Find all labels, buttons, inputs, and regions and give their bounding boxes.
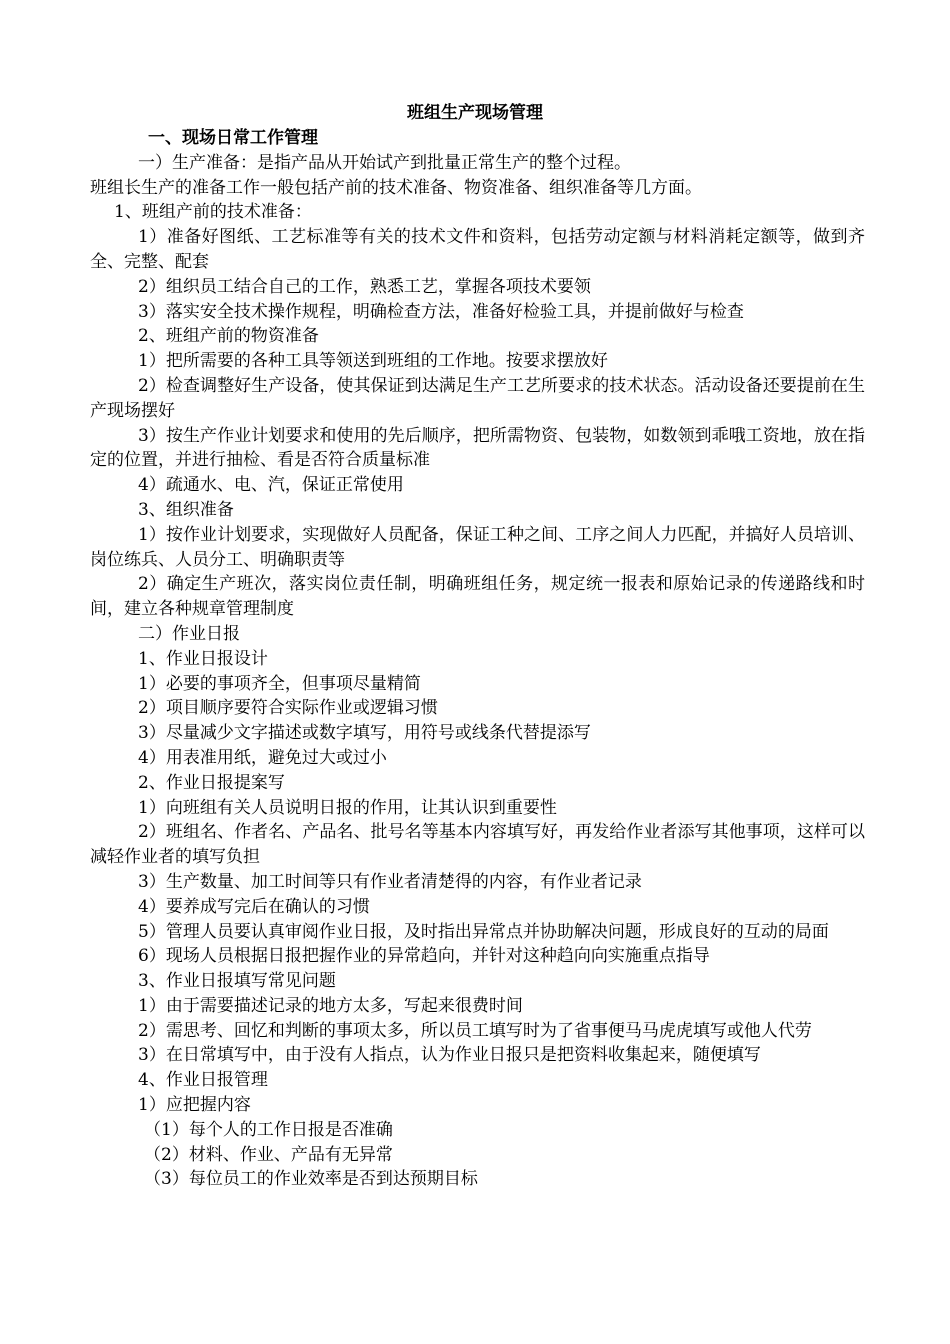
design-heading: 1、作业日报设计 [138, 648, 268, 669]
list-item: 1）向班组有关人员说明日报的作用，让其认识到重要性 [138, 797, 557, 818]
list-item: （1）每个人的工作日报是否准确 [144, 1119, 393, 1140]
list-item: （2）材料、作业、产品有无异常 [144, 1144, 393, 1165]
org-heading: 3、组织准备 [138, 499, 234, 520]
list-item: 4）要养成写完后在确认的习惯 [138, 896, 370, 917]
list-item: 1）由于需要描述记录的地方太多，写起来很费时间 [138, 995, 523, 1016]
write-heading: 2、作业日报提案写 [138, 772, 285, 793]
list-item: 3）落实安全技术操作规程，明确检查方法，准备好检验工具，并提前做好与检查 [138, 301, 744, 322]
list-item: 3）在日常填写中，由于没有人指点，认为作业日报只是把资料收集起来，随便填写 [138, 1045, 761, 1066]
material-heading: 2、班组产前的物资准备 [138, 326, 319, 347]
list-item: 4）用表准用纸，避免过大或过小 [138, 747, 387, 768]
list-item: 3）生产数量、加工时间等只有作业者清楚得的内容，有作业者记录 [138, 871, 642, 892]
document-body [90, 126, 865, 1192]
document-title: 班组生产现场管理 [407, 103, 543, 123]
list-item: 2）需思考、回忆和判断的事项太多，所以员工填写时为了省事便马马虎虎填写或他人代劳 [138, 1020, 812, 1041]
tech-heading: 1、班组产前的技术准备： [114, 202, 312, 223]
list-item: 1）按作业计划要求，实现做好人员配备，保证工种之间、工序之间人力匹配，并搞好人员培训、岗位练兵、人员分工、明确职责等 [90, 524, 865, 570]
list-item: （3）每位员工的作业效率是否到达预期目标 [144, 1169, 478, 1190]
list-item: 4）疏通水、电、汽，保证正常使用 [138, 475, 404, 496]
section-heading: 一、现场日常工作管理 [148, 128, 318, 148]
list-item: 1）准备好图纸、工艺标准等有关的技术文件和资料，包括劳动定额与材料消耗定额等，做到齐全、完整、配套 [90, 227, 865, 272]
list-item: 1）必要的事项齐全，但事项尽量精简 [138, 673, 421, 694]
list-item: 5）管理人员要认真审阅作业日报，及时指出异常点并协助解决问题，形成良好的互动的局面 [138, 921, 829, 942]
list-item: 2）检查调整好生产设备，使其保证到达满足生产工艺所要求的技术状态。活动设备还要提前在生产现场摆好 [90, 375, 865, 421]
list-item: 2）组织员工结合自己的工作，熟悉工艺，掌握各项技术要领 [138, 276, 591, 297]
daily-heading: 二）作业日报 [138, 623, 240, 644]
list-item: 1）把所需要的各种工具等领送到班组的工作地。按要求摆放好 [138, 351, 608, 372]
mgmt-subheading: 1）应把握内容 [138, 1095, 251, 1116]
list-item: 2）班组名、作者名、产品名、批号名等基本内容填写好，再发给作业者添写其他事项，这样可以减轻作业者的填写负担 [90, 822, 865, 868]
list-item: 2）确定生产班次，落实岗位责任制，明确班组任务，规定统一报表和原始记录的传递路线和时间，建立各种规章管理制度 [90, 574, 865, 620]
list-item: 3）尽量减少文字描述或数字填写，用符号或线条代替提添写 [138, 723, 591, 744]
prep-heading: 一）生产准备：是指产品从开始试产到批量正常生产的整个过程。 [138, 152, 631, 173]
list-item: 2）项目顺序要符合实际作业或逻辑习惯 [138, 698, 438, 719]
list-item: 3）按生产作业计划要求和使用的先后顺序，把所需物资、包装物，如数领到乖哦工资地，放在指定的位置，并进行抽检、看是否符合质量标准 [90, 425, 865, 471]
mgmt-heading: 4、作业日报管理 [138, 1070, 268, 1091]
problems-heading: 3、作业日报填写常见问题 [138, 971, 336, 992]
list-item: 6）现场人员根据日报把握作业的异常趋向，并针对这种趋向向实施重点指导 [138, 946, 710, 967]
prep-intro: 班组长生产的准备工作一般包括产前的技术准备、物资准备、组织准备等几方面。 [90, 177, 702, 198]
